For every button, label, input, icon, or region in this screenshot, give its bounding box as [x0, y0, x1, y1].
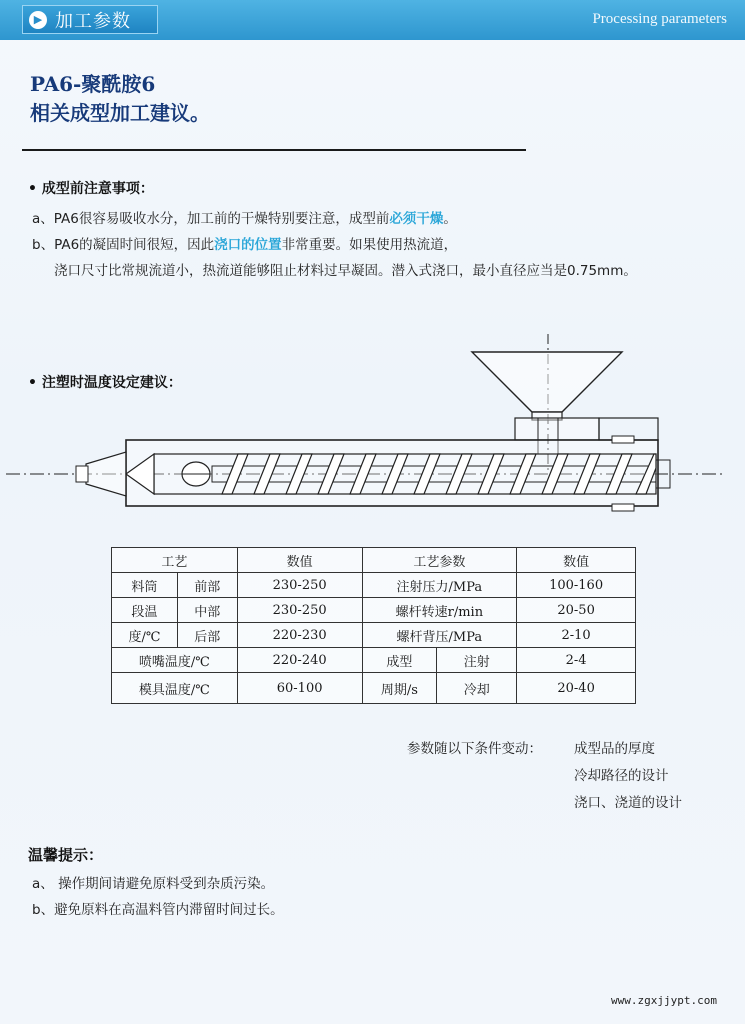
table-cell: 成型 [362, 648, 437, 673]
table-cell: 冷却 [437, 673, 517, 704]
flange-slot-top [612, 436, 634, 443]
item-b-suffix: 非常重要。如果使用热流道， [281, 237, 458, 253]
nozzle [86, 452, 126, 496]
table-cell: 220-230 [237, 623, 362, 648]
table-cell: 中部 [177, 598, 237, 623]
table-cell: 螺杆背压/MPa [362, 623, 517, 648]
item-a-highlight: 必须干燥 [389, 211, 444, 227]
title-divider [22, 149, 526, 151]
item-a-text: a、PA6很容易吸收水分，加工前的干燥特别要注意，成型前 [32, 211, 390, 227]
table-cell: 20-40 [517, 673, 636, 704]
table-header-cell: 工艺 [112, 548, 238, 573]
injection-barrel-diagram [0, 330, 745, 520]
hopper-funnel [472, 352, 622, 412]
page-title-line2: 相关成型加工建议。 [30, 101, 210, 125]
header-english-title: Processing parameters [592, 11, 727, 27]
table-cell: 注射 [437, 648, 517, 673]
condition-item: 冷却路径的设计 [574, 768, 669, 784]
table-cell: 注射压力/MPa [362, 573, 517, 598]
conditions-label: 参数随以下条件变动： [407, 741, 542, 757]
table-header-row [112, 548, 636, 573]
table-cell: 60-100 [237, 673, 362, 704]
table-cell: 后部 [177, 623, 237, 648]
condition-item: 浇口、浇道的设计 [574, 795, 682, 811]
item-b-highlight: 浇口的位置 [214, 237, 282, 253]
header-bar [0, 0, 745, 40]
table-cell: 220-240 [237, 648, 362, 673]
item-b-text: b、PA6的凝固时间很短，因此 [32, 237, 215, 253]
tips-heading: 温馨提示： [28, 846, 104, 864]
table-header-cell: 工艺参数 [362, 548, 517, 573]
condition-item: 成型品的厚度 [574, 741, 655, 757]
processing-parameters-table [111, 547, 636, 704]
pre-molding-item-b [32, 233, 457, 253]
flange-slot-bottom [612, 504, 634, 511]
table-cell: 周期/s [362, 673, 437, 704]
circle-arrow-icon: ▶ [29, 11, 47, 29]
table-cell: 段温 [112, 598, 178, 623]
table-header-cell: 数值 [237, 548, 362, 573]
pre-molding-item-b-line2: 浇口尺寸比常规流道小，热流道能够阻止材料过早凝固。潜入式浇口，最小直径应当是0.75mm。 [54, 263, 637, 279]
table-row [112, 598, 636, 623]
table-cell: 模具温度/℃ [112, 673, 238, 704]
table-cell: 喷嘴温度/℃ [112, 648, 238, 673]
page-title [30, 70, 210, 128]
header-tab [22, 5, 158, 34]
pre-molding-item-a [32, 207, 457, 227]
table-row [112, 673, 636, 704]
table-cell: 螺杆转速r/min [362, 598, 517, 623]
table-cell: 2-4 [517, 648, 636, 673]
pre-molding-heading: • 成型前注意事项： [28, 181, 154, 197]
table-cell: 230-250 [237, 598, 362, 623]
table-row [112, 623, 636, 648]
header-tab-title: 加工参数 [55, 10, 131, 32]
footer-url: www.zgxjjypt.com [611, 994, 717, 1007]
temperature-heading: • 注塑时温度设定建议： [28, 375, 182, 391]
table-cell: 前部 [177, 573, 237, 598]
table-cell: 2-10 [517, 623, 636, 648]
table-row [112, 648, 636, 673]
page-title-line1: PA6-聚酰胺6 [30, 72, 156, 96]
table-cell: 度/℃ [112, 623, 178, 648]
table-cell: 100-160 [517, 573, 636, 598]
table-cell: 20-50 [517, 598, 636, 623]
table-cell: 料筒 [112, 573, 178, 598]
table-row [112, 573, 636, 598]
tip-item-a: a、 操作期间请避免原料受到杂质污染。 [32, 876, 275, 892]
feed-throat [515, 418, 599, 440]
table-cell: 230-250 [237, 573, 362, 598]
nozzle-tip [76, 466, 88, 482]
item-a-suffix: 。 [443, 211, 457, 227]
table-header-cell: 数值 [517, 548, 636, 573]
tip-item-b: b、避免原料在高温料管内滞留时间过长。 [32, 902, 284, 918]
